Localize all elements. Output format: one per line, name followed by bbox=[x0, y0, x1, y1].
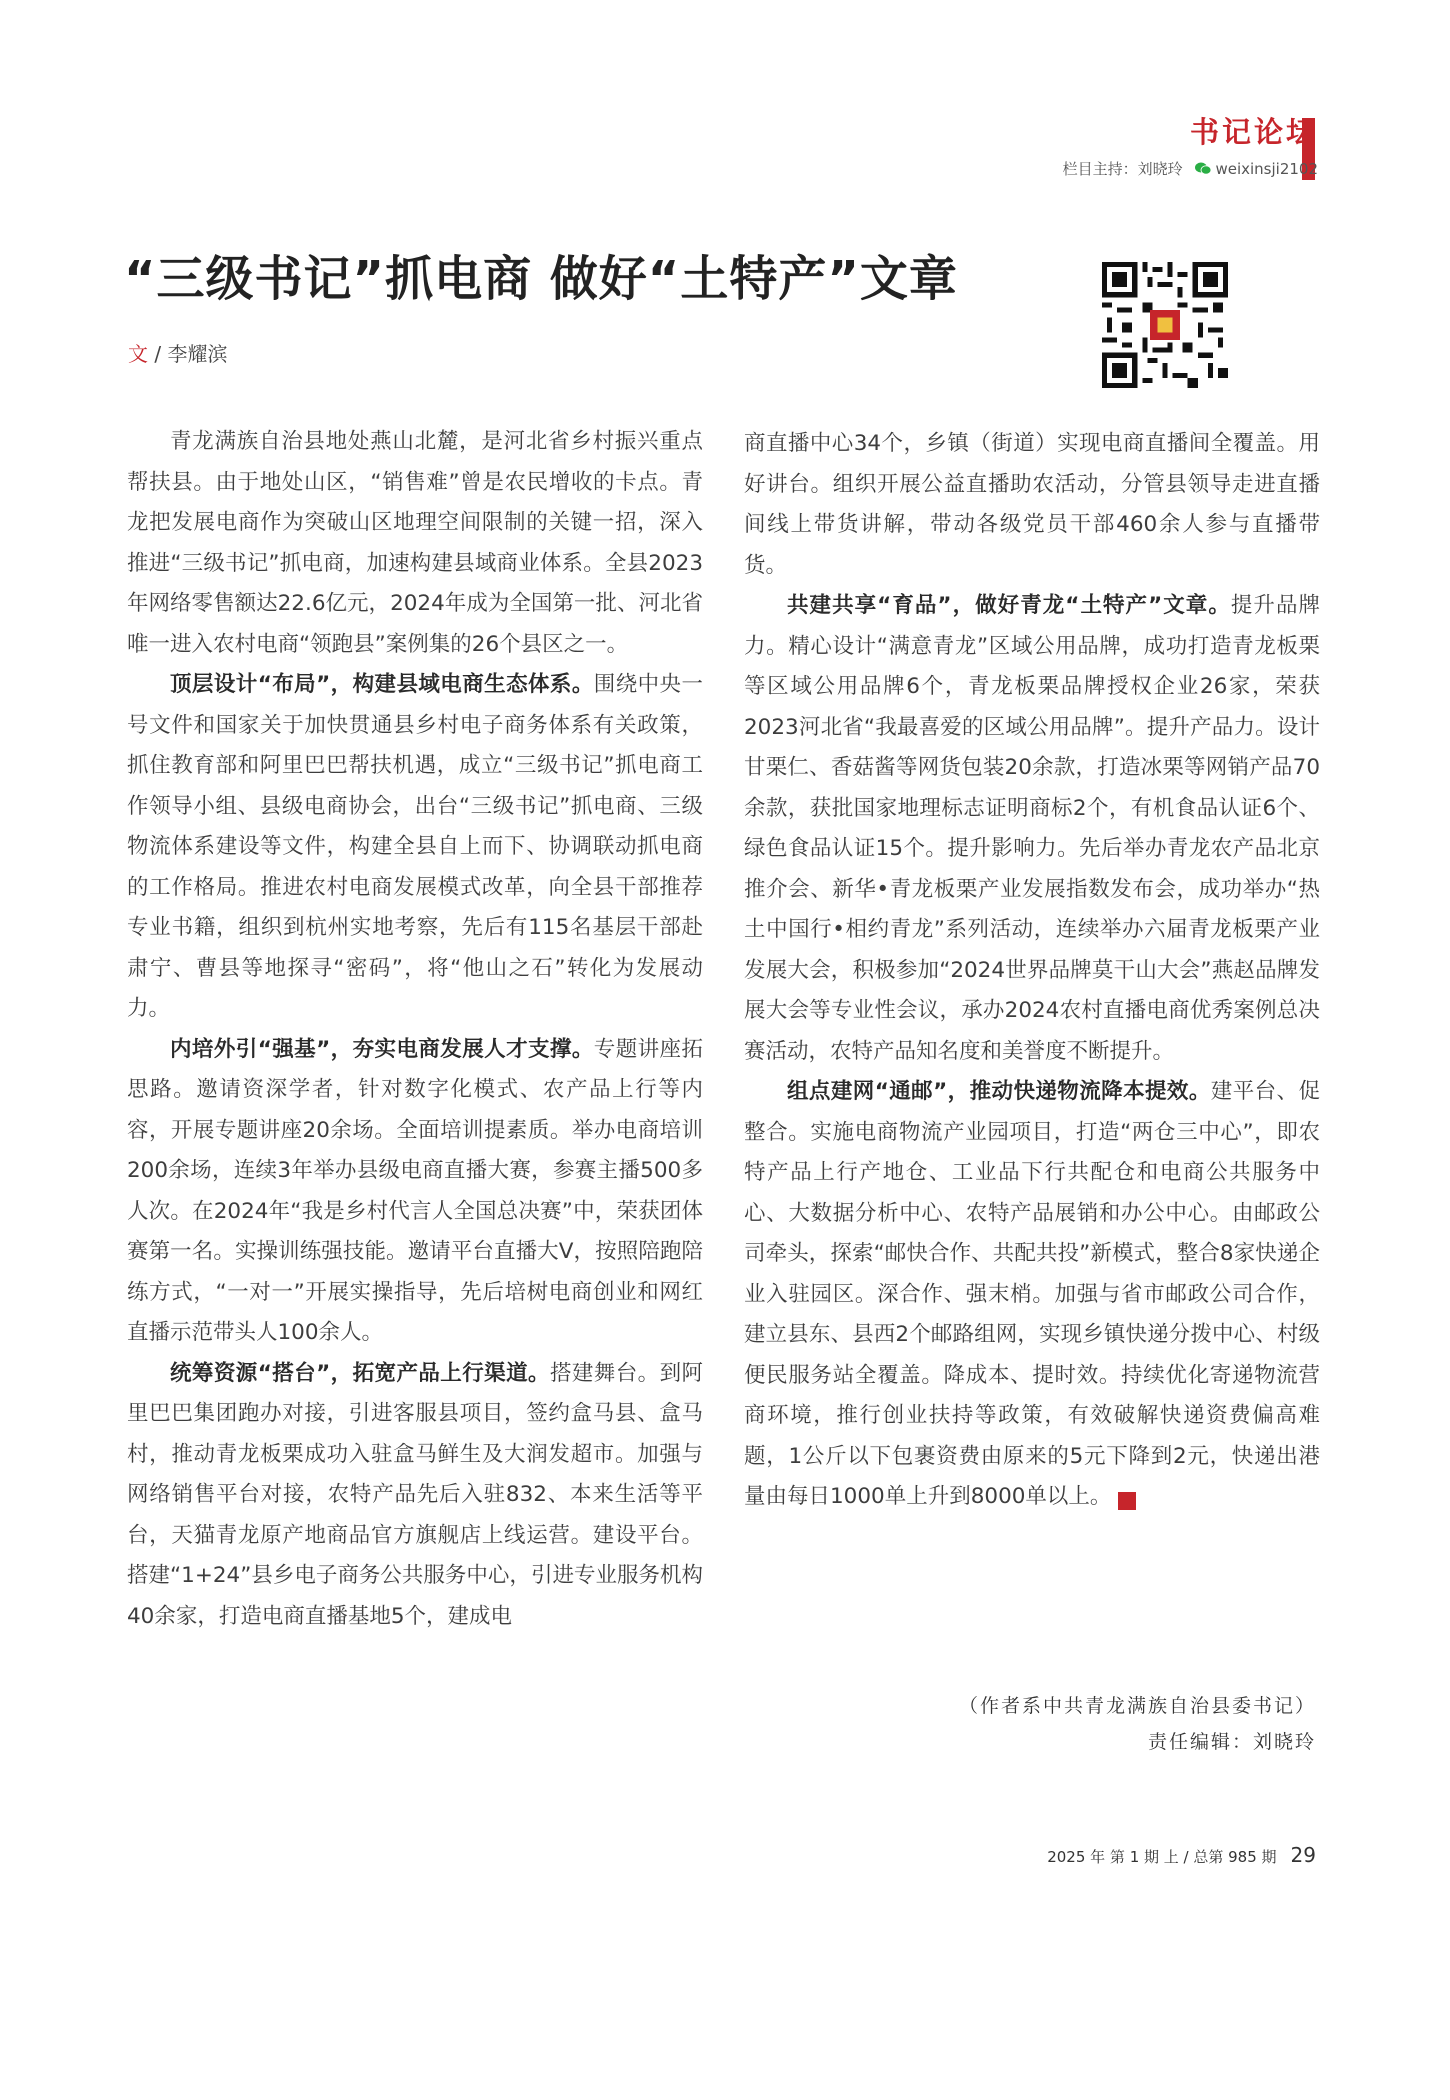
paragraph-layout bbox=[127, 665, 703, 1030]
paragraph-talent bbox=[127, 1030, 703, 1354]
column-host: 栏目主持：刘晓玲 bbox=[1062, 160, 1183, 178]
paragraph-continued: 商直播中心34个，乡镇（街道）实现电商直播间全覆盖。用好讲台。组织开展公益直播助农活动，分管县领导走进直播间线上带货讲解，带动各级党员干部460余人参与直播带货。 bbox=[744, 431, 1320, 578]
column-header bbox=[1063, 112, 1318, 180]
editor-credit: 责任编辑：刘晓玲 bbox=[1147, 1731, 1316, 1753]
section-body-talent: 专题讲座拓思路。邀请资深学者，针对数字化模式、农产品上行等内容，开展专题讲座20余场。全面培训提素质。举办电商培训200余场，连续3年举办县级电商直播大赛，参赛主播500多人次。在2024年“我是乡村代言人全国总决赛”中，荣获团体赛第一名。实操训练强技能。邀请平台直播大V，按照陪跑陪练方式，“一对一”开展实操指导，先后培树电商创业和网红直播示范带头人100余人。 bbox=[127, 1036, 703, 1345]
end-mark-icon: IB bbox=[1118, 1492, 1136, 1510]
section-heading-layout: 顶层设计“布局”，构建县域电商生态体系。 bbox=[170, 672, 594, 697]
paragraph-intro: 青龙满族自治县地处燕山北麓，是河北省乡村振兴重点帮扶县。由于地处山区，“销售难”曾是农民增收的卡点。青龙把发展电商作为突破山区地理空间限制的关键一招，深入推进“三级书记”抓电商，加速构建县域商业体系。全县2023年网络零售额达22.6亿元，2024年成为全国第一批、河北省唯一进入农村电商“领跑县”案例集的26个县区之一。 bbox=[127, 429, 703, 657]
section-body-layout: 围绕中央一号文件和国家关于加快贯通县乡村电子商务体系有关政策，抓住教育部和阿里巴巴帮扶机遇，成立“三级书记”抓电商工作领导小组、县级电商协会，出台“三级书记”抓电商、三级物流体系建设等文件，构建全县自上而下、协调联动抓电商的工作格局。推进农村电商发展模式改革，向全县干部推荐专业书籍，组织到杭州实地考察，先后有115名基层干部赴肃宁、曹县等地探寻“密码”，将“他山之石”转化为发展动力。 bbox=[127, 672, 703, 1021]
column-meta bbox=[1063, 158, 1318, 180]
article-column-right bbox=[744, 424, 1320, 1518]
section-heading-talent: 内培外引“强基”，夯实电商发展人才支撑。 bbox=[170, 1036, 594, 1062]
section-heading-brand: 共建共享“育品”，做好青龙“土特产”文章。 bbox=[787, 593, 1231, 618]
section-body-platform: 搭建舞台。到阿里巴巴集团跑办对接，引进客服县项目，签约盒马县、盒马村，推动青龙板栗成功入驻盒马鲜生及大润发超市。加强与网络销售平台对接，农特产品先后入驻832、本来生活等平台，天猫青龙原产地商品官方旗舰店上线运营。建设平台。搭建“1+24”县乡电子商务公共服务中心，引进专业服务机构40余家，打造电商直播基地5个，建成电 bbox=[127, 1360, 703, 1629]
paragraph-platform bbox=[127, 1354, 703, 1638]
column-title: 书记论坛 bbox=[1189, 115, 1318, 149]
byline bbox=[128, 338, 227, 367]
page-number: 29 bbox=[1290, 1843, 1316, 1867]
column-wechat-id: weixinsji2102 bbox=[1215, 160, 1318, 178]
section-heading-platform: 统筹资源“搭台”，拓宽产品上行渠道。 bbox=[170, 1360, 550, 1386]
author-name: 李耀滨 bbox=[167, 342, 228, 366]
article-column-left bbox=[127, 422, 703, 1637]
byline-prefix: 文 bbox=[128, 342, 148, 366]
section-heading-logistics: 组点建网“通邮”，推动快递物流降本提效。 bbox=[787, 1079, 1211, 1104]
page-footer bbox=[1047, 1843, 1316, 1867]
article-title: “三级书记”抓电商 做好“土特产”文章 bbox=[124, 251, 958, 307]
author-note: （作者系中共青龙满族自治县委书记） bbox=[958, 1695, 1316, 1717]
section-body-brand: 提升品牌力。精心设计“满意青龙”区域公用品牌，成功打造青龙板栗等区域公用品牌6个，青龙板栗品牌授权企业26家，荣获2023河北省“我最喜爱的区域公用品牌”。提升产品力。设计甘栗仁、香菇酱等网货包装20余款，打造冰栗等网销产品70余款，获批国家地理标志证明商标2个，有机食品认证6个、绿色食品认证15个。提升影响力。先后举办青龙农产品北京推介会、新华•青龙板栗产业发展指数发布会，成功举办“热土中国行•相约青龙”系列活动，连续举办六届青龙板栗产业发展大会，积极参加“2024世界品牌莫干山大会”燕赵品牌发展大会等专业性会议，承办2024农村直播电商优秀案例总决赛活动，农特产品知名度和美誉度不断提升。 bbox=[744, 593, 1320, 1064]
paragraph-logistics bbox=[744, 1072, 1320, 1518]
paragraph-brand bbox=[744, 586, 1320, 1072]
wechat-icon bbox=[1195, 162, 1211, 175]
author-note-block bbox=[744, 1688, 1316, 1760]
issue-info: 2025 年 第 1 期 上 / 总第 985 期 bbox=[1047, 1848, 1277, 1866]
section-body-logistics: 建平台、促整合。实施电商物流产业园项目，打造“两仓三中心”，即农特产品上行产地仓、工业品下行共配仓和电商公共服务中心、大数据分析中心、农特产品展销和办公中心。由邮政公司牵头，探索“邮快合作、共配共投”新模式，整合8家快递企业入驻园区。深合作、强末梢。加强与省市邮政公司合作，建立县东、县西2个邮路组网，实现乡镇快递分拨中心、村级便民服务站全覆盖。降成本、提时效。持续优化寄递物流营商环境，推行创业扶持等政策，有效破解快递资费偏高难题，1公斤以下包裹资费由原来的5元下降到2元，快递出港量由每日1000单上升到8000单以上。 bbox=[744, 1079, 1320, 1509]
qr-code[interactable] bbox=[1102, 262, 1228, 388]
byline-separator: / bbox=[148, 342, 168, 366]
